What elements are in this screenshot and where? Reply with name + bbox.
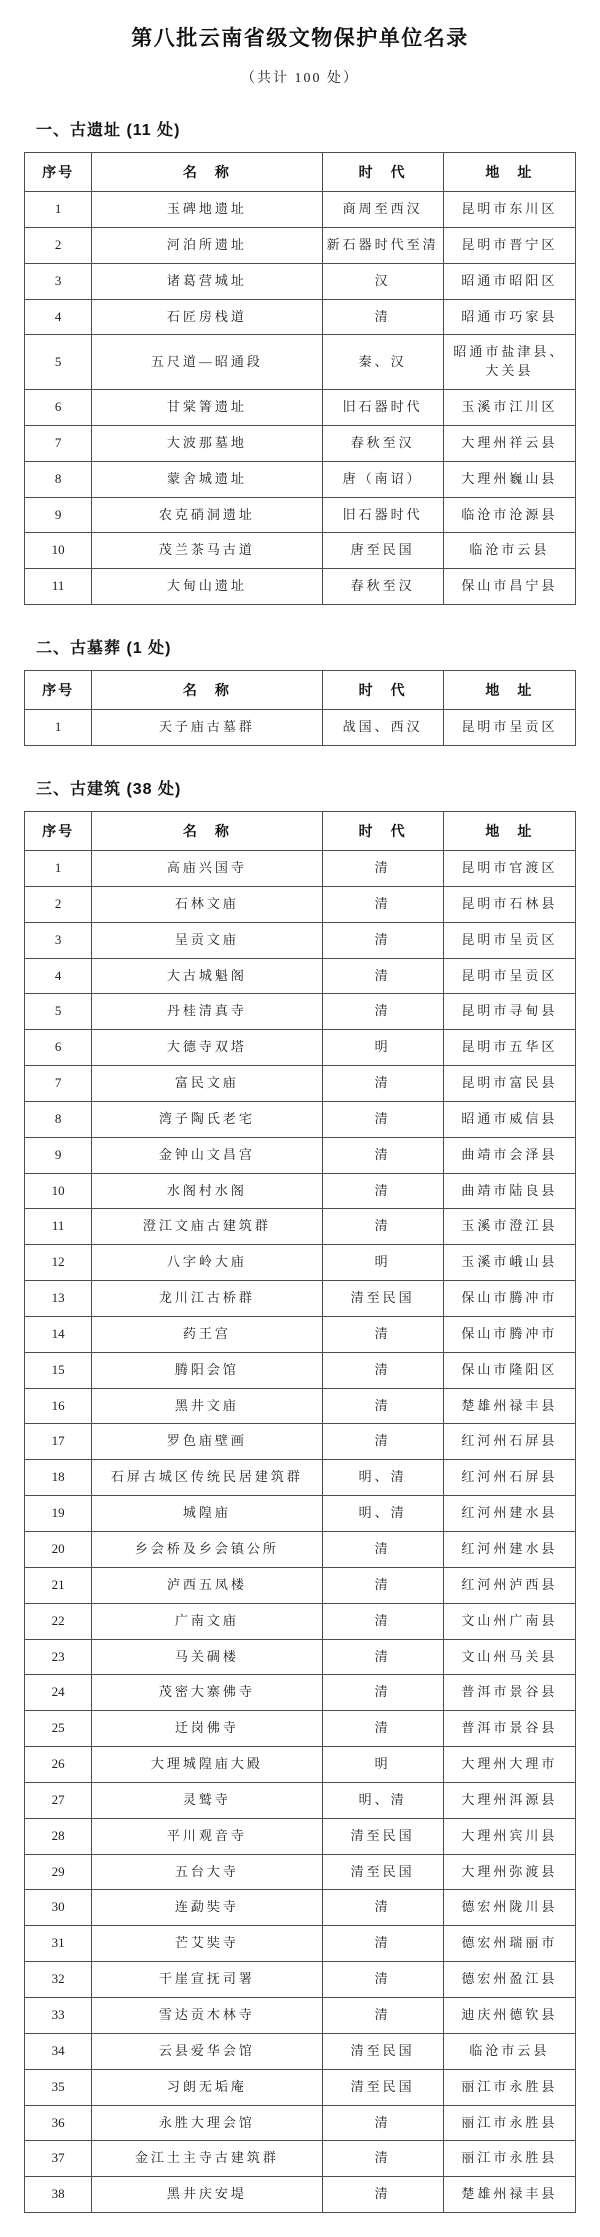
cell-address: 楚雄州禄丰县 — [443, 2177, 575, 2213]
cell-serial: 28 — [25, 1818, 92, 1854]
cell-address: 临沧市云县 — [443, 533, 575, 569]
cell-name: 蒙舍城遗址 — [92, 461, 322, 497]
column-header-serial: 序号 — [25, 671, 92, 710]
cell-name: 芒艾奘寺 — [92, 1926, 322, 1962]
cell-serial: 3 — [25, 922, 92, 958]
cell-era: 清至民国 — [322, 1281, 443, 1317]
cell-address: 迪庆州德钦县 — [443, 1997, 575, 2033]
table-row — [25, 227, 576, 263]
heritage-table-ancient-buildings — [24, 811, 576, 2213]
cell-era: 唐至民国 — [322, 533, 443, 569]
table-body-ancient-sites — [25, 192, 576, 605]
cell-serial: 36 — [25, 2105, 92, 2141]
cell-serial: 21 — [25, 1567, 92, 1603]
table-row — [25, 1639, 576, 1675]
cell-serial: 13 — [25, 1281, 92, 1317]
cell-serial: 27 — [25, 1782, 92, 1818]
cell-era: 清 — [322, 1997, 443, 2033]
cell-name: 平川观音寺 — [92, 1818, 322, 1854]
cell-name: 灵鹫寺 — [92, 1782, 322, 1818]
table-row — [25, 1281, 576, 1317]
cell-serial: 6 — [25, 390, 92, 426]
cell-era: 明 — [322, 1747, 443, 1783]
cell-era: 唐（南诏） — [322, 461, 443, 497]
cell-name: 黑井庆安堤 — [92, 2177, 322, 2213]
cell-address: 昆明市富民县 — [443, 1066, 575, 1102]
table-row — [25, 710, 576, 746]
cell-name: 大德寺双塔 — [92, 1030, 322, 1066]
cell-name: 丹桂清真寺 — [92, 994, 322, 1030]
cell-era: 清 — [322, 1567, 443, 1603]
cell-serial: 9 — [25, 1137, 92, 1173]
cell-name: 药王宫 — [92, 1316, 322, 1352]
cell-address: 临沧市沧源县 — [443, 497, 575, 533]
table-row — [25, 886, 576, 922]
column-header-name: 名 称 — [92, 671, 322, 710]
cell-serial: 7 — [25, 1066, 92, 1102]
cell-serial: 19 — [25, 1496, 92, 1532]
cell-serial: 20 — [25, 1532, 92, 1568]
cell-era: 明、清 — [322, 1460, 443, 1496]
cell-address: 昆明市东川区 — [443, 192, 575, 228]
cell-name: 干崖宣抚司署 — [92, 1962, 322, 1998]
cell-serial: 1 — [25, 850, 92, 886]
cell-era: 清 — [322, 1962, 443, 1998]
table-row — [25, 1962, 576, 1998]
cell-address: 大理州洱源县 — [443, 1782, 575, 1818]
cell-address: 楚雄州禄丰县 — [443, 1388, 575, 1424]
table-header-row — [25, 811, 576, 850]
table-row — [25, 2105, 576, 2141]
cell-era: 商周至西汉 — [322, 192, 443, 228]
cell-name: 茂兰茶马古道 — [92, 533, 322, 569]
cell-serial: 6 — [25, 1030, 92, 1066]
table-row — [25, 1101, 576, 1137]
cell-address: 德宏州瑞丽市 — [443, 1926, 575, 1962]
cell-era: 清 — [322, 2105, 443, 2141]
cell-name: 天子庙古墓群 — [92, 710, 322, 746]
cell-name: 湾子陶氏老宅 — [92, 1101, 322, 1137]
cell-era: 清 — [322, 2177, 443, 2213]
cell-era: 清 — [322, 1926, 443, 1962]
cell-serial: 1 — [25, 710, 92, 746]
table-row — [25, 1209, 576, 1245]
cell-era: 清 — [322, 1066, 443, 1102]
cell-address: 大理州祥云县 — [443, 425, 575, 461]
cell-serial: 14 — [25, 1316, 92, 1352]
cell-address: 昭通市昭阳区 — [443, 263, 575, 299]
cell-name: 黑井文庙 — [92, 1388, 322, 1424]
cell-era: 战国、西汉 — [322, 710, 443, 746]
table-row — [25, 1137, 576, 1173]
cell-era: 秦、汉 — [322, 335, 443, 390]
cell-era: 清 — [322, 1316, 443, 1352]
page-title: 第八批云南省级文物保护单位名录 — [131, 27, 469, 50]
cell-address: 普洱市景谷县 — [443, 1711, 575, 1747]
cell-name: 八字岭大庙 — [92, 1245, 322, 1281]
cell-era: 清 — [322, 1388, 443, 1424]
cell-era: 清 — [322, 994, 443, 1030]
page-subtitle: （共计 100 处） — [241, 71, 359, 86]
cell-era: 清 — [322, 2141, 443, 2177]
cell-era: 清 — [322, 1352, 443, 1388]
cell-address: 昆明市呈贡区 — [443, 922, 575, 958]
cell-name: 金江土主寺古建筑群 — [92, 2141, 322, 2177]
cell-address: 昭通市巧家县 — [443, 299, 575, 335]
table-row — [25, 1675, 576, 1711]
cell-name: 习朗无垢庵 — [92, 2069, 322, 2105]
cell-name: 金钟山文昌宫 — [92, 1137, 322, 1173]
cell-serial: 26 — [25, 1747, 92, 1783]
column-header-address: 地 址 — [443, 671, 575, 710]
cell-era: 清至民国 — [322, 2033, 443, 2069]
cell-era: 清 — [322, 1137, 443, 1173]
cell-era: 清 — [322, 1890, 443, 1926]
table-row — [25, 1532, 576, 1568]
cell-era: 清 — [322, 1603, 443, 1639]
table-row — [25, 569, 576, 605]
cell-serial: 22 — [25, 1603, 92, 1639]
cell-era: 春秋至汉 — [322, 569, 443, 605]
heritage-table-ancient-sites — [24, 152, 576, 605]
cell-address: 曲靖市会泽县 — [443, 1137, 575, 1173]
table-row — [25, 1460, 576, 1496]
table-row — [25, 335, 576, 390]
cell-name: 云县爱华会馆 — [92, 2033, 322, 2069]
cell-serial: 5 — [25, 335, 92, 390]
cell-address: 昆明市呈贡区 — [443, 958, 575, 994]
cell-serial: 8 — [25, 1101, 92, 1137]
table-row — [25, 533, 576, 569]
column-header-serial: 序号 — [25, 811, 92, 850]
cell-name: 甘棠箐遗址 — [92, 390, 322, 426]
cell-era: 明、清 — [322, 1782, 443, 1818]
table-row — [25, 2141, 576, 2177]
cell-serial: 37 — [25, 2141, 92, 2177]
cell-name: 大古城魁阁 — [92, 958, 322, 994]
cell-era: 清 — [322, 958, 443, 994]
cell-name: 澄江文庙古建筑群 — [92, 1209, 322, 1245]
cell-address: 德宏州陇川县 — [443, 1890, 575, 1926]
cell-serial: 15 — [25, 1352, 92, 1388]
table-row — [25, 958, 576, 994]
cell-serial: 4 — [25, 958, 92, 994]
cell-serial: 31 — [25, 1926, 92, 1962]
table-header-row — [25, 153, 576, 192]
cell-name: 迁岗佛寺 — [92, 1711, 322, 1747]
cell-address: 昆明市晋宁区 — [443, 227, 575, 263]
cell-name: 河泊所遗址 — [92, 227, 322, 263]
cell-serial: 17 — [25, 1424, 92, 1460]
cell-name: 五尺道—昭通段 — [92, 335, 322, 390]
cell-address: 红河州建水县 — [443, 1532, 575, 1568]
cell-era: 清 — [322, 1711, 443, 1747]
table-row — [25, 994, 576, 1030]
cell-address: 大理州大理市 — [443, 1747, 575, 1783]
cell-era: 清 — [322, 886, 443, 922]
cell-name: 高庙兴国寺 — [92, 850, 322, 886]
cell-address: 文山州广南县 — [443, 1603, 575, 1639]
cell-address: 大理州巍山县 — [443, 461, 575, 497]
cell-address: 红河州石屏县 — [443, 1424, 575, 1460]
cell-name: 大甸山遗址 — [92, 569, 322, 605]
cell-serial: 8 — [25, 461, 92, 497]
cell-serial: 29 — [25, 1854, 92, 1890]
table-row — [25, 2177, 576, 2213]
cell-name: 连勐奘寺 — [92, 1890, 322, 1926]
table-row — [25, 1424, 576, 1460]
cell-serial: 32 — [25, 1962, 92, 1998]
cell-name: 雪达贡木林寺 — [92, 1997, 322, 2033]
table-row — [25, 1245, 576, 1281]
column-header-era: 时 代 — [322, 153, 443, 192]
cell-serial: 23 — [25, 1639, 92, 1675]
table-row — [25, 1496, 576, 1532]
cell-address: 丽江市永胜县 — [443, 2141, 575, 2177]
column-header-name: 名 称 — [92, 811, 322, 850]
cell-era: 清 — [322, 850, 443, 886]
cell-address: 昭通市威信县 — [443, 1101, 575, 1137]
cell-name: 泸西五凤楼 — [92, 1567, 322, 1603]
table-row — [25, 390, 576, 426]
cell-name: 呈贡文庙 — [92, 922, 322, 958]
cell-address: 红河州石屏县 — [443, 1460, 575, 1496]
cell-address: 德宏州盈江县 — [443, 1962, 575, 1998]
cell-name: 诸葛营城址 — [92, 263, 322, 299]
cell-name: 农克硝洞遗址 — [92, 497, 322, 533]
cell-name: 富民文庙 — [92, 1066, 322, 1102]
column-header-address: 地 址 — [443, 153, 575, 192]
cell-address: 红河州泸西县 — [443, 1567, 575, 1603]
column-header-name: 名 称 — [92, 153, 322, 192]
table-row — [25, 1926, 576, 1962]
cell-era: 明 — [322, 1245, 443, 1281]
cell-address: 大理州宾川县 — [443, 1818, 575, 1854]
cell-name: 五台大寺 — [92, 1854, 322, 1890]
cell-address: 玉溪市江川区 — [443, 390, 575, 426]
cell-serial: 34 — [25, 2033, 92, 2069]
cell-era: 汉 — [322, 263, 443, 299]
cell-address: 丽江市永胜县 — [443, 2069, 575, 2105]
cell-name: 大理城隍庙大殿 — [92, 1747, 322, 1783]
table-body-ancient-buildings — [25, 850, 576, 2212]
table-row — [25, 425, 576, 461]
cell-serial: 4 — [25, 299, 92, 335]
table-row — [25, 1603, 576, 1639]
cell-name: 玉碑地遗址 — [92, 192, 322, 228]
cell-serial: 2 — [25, 886, 92, 922]
cell-name: 腾阳会馆 — [92, 1352, 322, 1388]
cell-era: 清 — [322, 1675, 443, 1711]
cell-serial: 3 — [25, 263, 92, 299]
table-row — [25, 461, 576, 497]
table-row — [25, 1818, 576, 1854]
cell-serial: 33 — [25, 1997, 92, 2033]
cell-address: 保山市腾冲市 — [443, 1316, 575, 1352]
cell-serial: 10 — [25, 533, 92, 569]
cell-name: 马关碉楼 — [92, 1639, 322, 1675]
cell-era: 清至民国 — [322, 2069, 443, 2105]
cell-serial: 2 — [25, 227, 92, 263]
table-row — [25, 2069, 576, 2105]
cell-address: 临沧市云县 — [443, 2033, 575, 2069]
cell-serial: 12 — [25, 1245, 92, 1281]
table-body-ancient-tombs — [25, 710, 576, 746]
table-header-row — [25, 671, 576, 710]
column-header-address: 地 址 — [443, 811, 575, 850]
cell-era: 新石器时代至清 — [322, 227, 443, 263]
cell-name: 石屏古城区传统民居建筑群 — [92, 1460, 322, 1496]
table-row — [25, 1747, 576, 1783]
table-row — [25, 299, 576, 335]
cell-address: 玉溪市峨山县 — [443, 1245, 575, 1281]
cell-era: 清 — [322, 1209, 443, 1245]
cell-serial: 7 — [25, 425, 92, 461]
cell-era: 清 — [322, 1532, 443, 1568]
table-row — [25, 263, 576, 299]
table-row — [25, 1782, 576, 1818]
cell-era: 明 — [322, 1030, 443, 1066]
cell-era: 清 — [322, 922, 443, 958]
cell-address: 昆明市石林县 — [443, 886, 575, 922]
cell-era: 清至民国 — [322, 1854, 443, 1890]
table-row — [25, 1352, 576, 1388]
cell-name: 罗色庙壁画 — [92, 1424, 322, 1460]
cell-address: 大理州弥渡县 — [443, 1854, 575, 1890]
cell-era: 清 — [322, 1101, 443, 1137]
table-row — [25, 1173, 576, 1209]
table-row — [25, 1711, 576, 1747]
cell-era: 明、清 — [322, 1496, 443, 1532]
cell-era: 清 — [322, 1639, 443, 1675]
cell-address: 昆明市呈贡区 — [443, 710, 575, 746]
cell-era: 春秋至汉 — [322, 425, 443, 461]
cell-name: 城隍庙 — [92, 1496, 322, 1532]
cell-serial: 30 — [25, 1890, 92, 1926]
cell-name: 广南文庙 — [92, 1603, 322, 1639]
cell-era: 旧石器时代 — [322, 390, 443, 426]
cell-serial: 18 — [25, 1460, 92, 1496]
cell-name: 石林文庙 — [92, 886, 322, 922]
cell-address: 丽江市永胜县 — [443, 2105, 575, 2141]
cell-name: 乡会桥及乡会镇公所 — [92, 1532, 322, 1568]
cell-name: 龙川江古桥群 — [92, 1281, 322, 1317]
cell-name: 石匠房栈道 — [92, 299, 322, 335]
cell-address: 曲靖市陆良县 — [443, 1173, 575, 1209]
table-row — [25, 1854, 576, 1890]
column-header-serial: 序号 — [25, 153, 92, 192]
cell-serial: 9 — [25, 497, 92, 533]
section-heading-ancient-buildings: 三、古建筑 (38 处) — [36, 780, 182, 798]
table-row — [25, 497, 576, 533]
table-row — [25, 1316, 576, 1352]
cell-serial: 10 — [25, 1173, 92, 1209]
cell-name: 茂密大寨佛寺 — [92, 1675, 322, 1711]
cell-address: 文山州马关县 — [443, 1639, 575, 1675]
cell-name: 大波那墓地 — [92, 425, 322, 461]
table-row — [25, 1066, 576, 1102]
cell-serial: 35 — [25, 2069, 92, 2105]
cell-name: 水阁村水阁 — [92, 1173, 322, 1209]
column-header-era: 时 代 — [322, 671, 443, 710]
cell-address: 昭通市盐津县、大关县 — [443, 335, 575, 390]
table-row — [25, 850, 576, 886]
column-header-era: 时 代 — [322, 811, 443, 850]
cell-era: 旧石器时代 — [322, 497, 443, 533]
cell-address: 昆明市官渡区 — [443, 850, 575, 886]
cell-name: 永胜大理会馆 — [92, 2105, 322, 2141]
cell-address: 保山市隆阳区 — [443, 1352, 575, 1388]
cell-serial: 5 — [25, 994, 92, 1030]
table-row — [25, 192, 576, 228]
cell-serial: 24 — [25, 1675, 92, 1711]
cell-serial: 25 — [25, 1711, 92, 1747]
cell-serial: 38 — [25, 2177, 92, 2213]
table-row — [25, 1567, 576, 1603]
cell-address: 普洱市景谷县 — [443, 1675, 575, 1711]
cell-address: 红河州建水县 — [443, 1496, 575, 1532]
cell-address: 昆明市寻甸县 — [443, 994, 575, 1030]
cell-address: 昆明市五华区 — [443, 1030, 575, 1066]
cell-address: 保山市腾冲市 — [443, 1281, 575, 1317]
table-row — [25, 1890, 576, 1926]
table-row — [25, 922, 576, 958]
section-heading-ancient-tombs: 二、古墓葬 (1 处) — [36, 640, 172, 658]
cell-era: 清至民国 — [322, 1818, 443, 1854]
cell-serial: 11 — [25, 569, 92, 605]
table-row — [25, 1388, 576, 1424]
cell-era: 清 — [322, 1173, 443, 1209]
heritage-table-ancient-tombs — [24, 670, 576, 746]
cell-serial: 11 — [25, 1209, 92, 1245]
cell-address: 玉溪市澄江县 — [443, 1209, 575, 1245]
cell-era: 清 — [322, 299, 443, 335]
cell-era: 清 — [322, 1424, 443, 1460]
table-row — [25, 2033, 576, 2069]
cell-address: 保山市昌宁县 — [443, 569, 575, 605]
table-row — [25, 1030, 576, 1066]
section-heading-ancient-sites: 一、古遗址 (11 处) — [36, 122, 181, 139]
table-row — [25, 1997, 576, 2033]
cell-serial: 16 — [25, 1388, 92, 1424]
cell-serial: 1 — [25, 192, 92, 228]
